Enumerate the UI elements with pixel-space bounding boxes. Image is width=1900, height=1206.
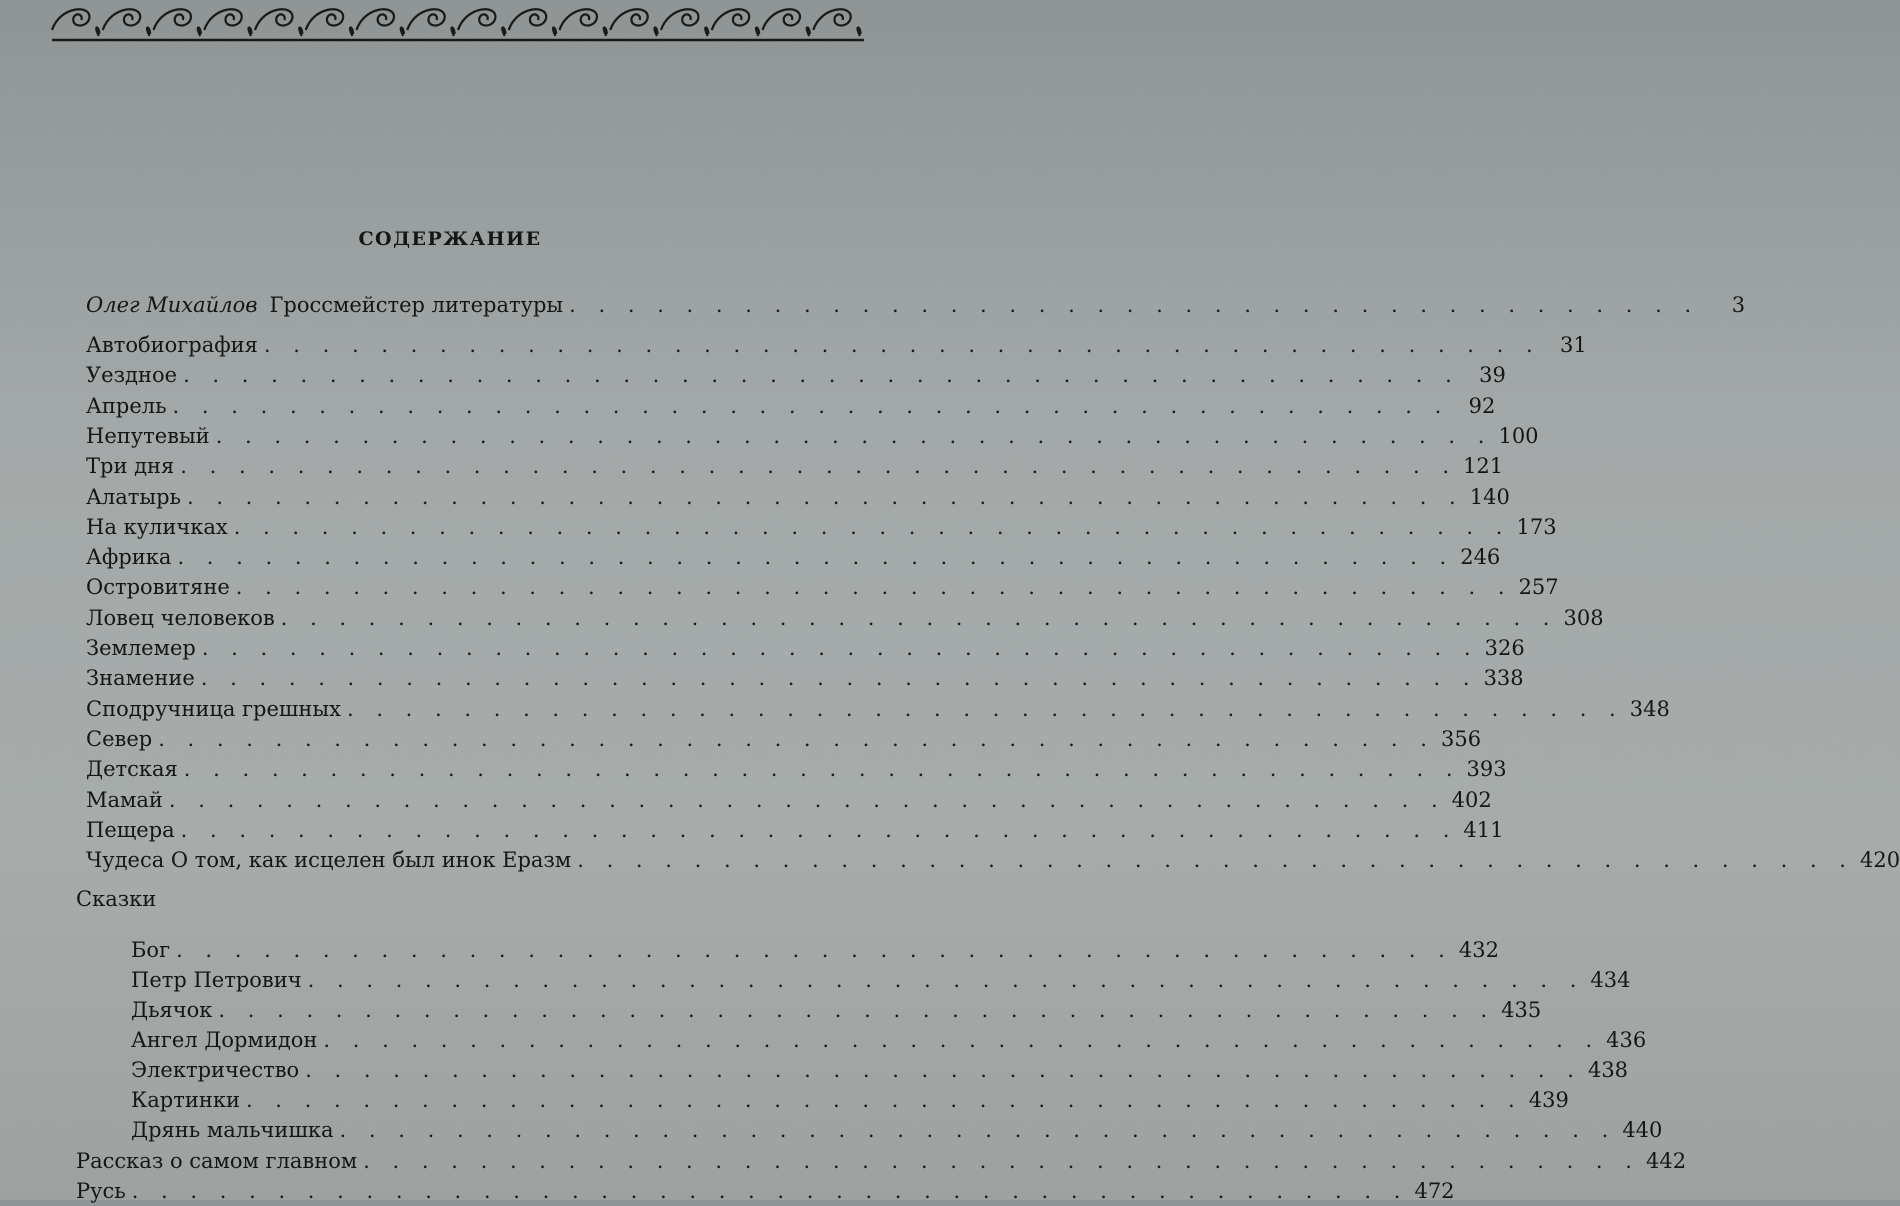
toc-entry-title: Картинки <box>131 1088 240 1112</box>
toc-entry <box>86 330 1587 360</box>
toc-entry-page: 402 <box>1451 787 1492 812</box>
toc-entry-page: 31 <box>1559 333 1587 357</box>
leader-dots: . . . . . . . . . . . . . . . . . . . . . . . . . . . . . . . . . . . . . . . . . . . . <box>180 817 1458 842</box>
toc-entry <box>86 482 1510 512</box>
toc-entry-title: Пещера <box>86 817 175 842</box>
toc-entry-title: Сподручница грешных <box>86 696 341 721</box>
toc-entry-title: Ловец человеков <box>86 605 275 630</box>
leader-dots: . . . . . . . . . . . . . . . . . . . . . . . . . . . . . . . . . . . . . . . . . . . . <box>218 998 1496 1022</box>
toc-entry-title: Автобиография <box>86 333 258 357</box>
leader-dots: . . . . . . . . . . . . . . . . . . . . . . . . . . . . . . . . . . . . . . . . . . . . <box>177 545 1455 570</box>
toc-entry-page: 257 <box>1518 575 1559 600</box>
toc-entry <box>86 360 1506 390</box>
toc-entry-title: Рассказ о самом главном <box>76 1149 358 1173</box>
toc-entry <box>86 542 1501 572</box>
toc-entry <box>76 1146 1687 1176</box>
leader-dots: . . . . . . . . . . . . . . . . . . . . . . . . . . . . . . . . . . . . . . . . . . . . <box>172 393 1450 418</box>
leader-dots: . . . . . . . . . . . . . . . . . . . . . . . . . . . . . . . . . . . . . . . . . . . . <box>168 787 1446 812</box>
leader-dots: . . . . . . . . . . . . . . . . . . . . . . . . . . . . . . . . . . . . . . . <box>569 293 1700 317</box>
leader-dots: . . . . . . . . . . . . . . . . . . . . . . . . . . . . . . . . . . . . . . . . . . . . <box>305 1058 1582 1082</box>
toc-entry-page: 173 <box>1516 514 1557 539</box>
toc-entry-title: Электричество <box>131 1058 300 1082</box>
toc-entry-intro <box>86 290 1746 320</box>
leader-dots: . . . . . . . . . . . . . . . . . . . . . . . . . . . . . . . . . . . . . . . . . . . . <box>201 636 1479 660</box>
toc-entry-title: Уездное <box>86 363 178 388</box>
toc-entry <box>86 754 1507 784</box>
toc-entry-page: 439 <box>1528 1088 1569 1112</box>
intro-author: Олег Михайлов <box>86 293 258 317</box>
intro-title: Гроссмейстер литературы <box>269 293 564 317</box>
toc-entry-page: 393 <box>1466 757 1507 782</box>
page-title: СОДЕРЖАНИЕ <box>358 228 542 250</box>
leader-dots: . . . . . . . . . . . . . . . . . . . . . . . . . . . . . . . . . . . . . . . . . . . . <box>235 575 1513 600</box>
leader-dots: . . . . . . . . . . . . . . . . . . . . . . . . . . . . . . . . . . . . . . . . . . . . <box>323 1028 1601 1052</box>
leader-dots: . . . . . . . . . . . . . . . . . . . . . . . . . . . . . . . . . . . . . . . . . . . . <box>263 333 1541 357</box>
toc-entry <box>86 512 1557 542</box>
toc-entry-page: 338 <box>1483 666 1524 691</box>
toc-entry-page: 39 <box>1479 363 1506 388</box>
toc-entry <box>86 724 1482 754</box>
toc-entry-title: Непутевый <box>86 423 210 448</box>
toc-entry <box>131 1085 1569 1115</box>
toc-entry <box>86 633 1525 663</box>
leader-dots: . . . . . . . . . . . . . . . . . . . . . . . . . . . . . . . . . . . . . . . . . . . . <box>158 726 1435 751</box>
toc-entry <box>131 1025 1647 1055</box>
toc-entry-title: Апрель <box>86 393 167 418</box>
leader-dots: . . . . . . . . . . . . . . . . . . . . . . . . . . . . . . . . . . . . . . . . . . . . <box>363 1149 1640 1173</box>
toc-entry-page: 434 <box>1590 968 1631 992</box>
toc-entry <box>86 815 1504 845</box>
toc-entry <box>86 694 1670 724</box>
toc-entry <box>131 1055 1629 1085</box>
leader-dots: . . . . . . . . . . . . . . . . . . . . . . . . . . . . . . . . . . . . . . . . . . . . <box>183 757 1461 782</box>
toc-entry <box>76 1176 1455 1206</box>
toc-entry <box>86 572 1559 602</box>
toc-entry-title: Бог <box>131 938 171 962</box>
toc-entry <box>86 451 1504 481</box>
toc-entry-title: Землемер <box>86 636 196 660</box>
toc-entry-title: Дрянь мальчишка <box>131 1118 334 1142</box>
toc-entry-title: Русь <box>76 1179 126 1203</box>
toc-entry-page: 246 <box>1460 545 1501 570</box>
toc-entry <box>86 785 1492 815</box>
toc-entry-title: Знамение <box>86 666 195 691</box>
leader-dots: . . . . . . . . . . . . . . . . . . . . . . . . . . . . . . . . . . . . . . . . . . . . <box>346 696 1624 721</box>
toc-entry-title: Мамай <box>86 787 163 812</box>
leader-dots: . . . . . . . . . . . . . . . . . . . . . . . . . . . . . . . . . . . . . . . . . . . . <box>176 938 1453 962</box>
toc-entry-title: Ангел Дормидон <box>131 1028 318 1052</box>
leader-dots: . . . . . . . . . . . . . . . . . . . . . . . . . . . . . . . . . . . . . . . . . . . . <box>307 968 1585 992</box>
toc-entry-page: 411 <box>1463 817 1504 842</box>
toc-entry-title: Чудеса О том, как исцелен был инок Еразм <box>86 848 572 873</box>
leader-dots: . . . . . . . . . . . . . . . . . . . . . . . . . . . . . . . . . . . . . . . . . . . . <box>577 848 1854 873</box>
toc-entry-page: 436 <box>1606 1028 1647 1052</box>
toc-entry-page: 432 <box>1458 938 1499 962</box>
toc-entry <box>131 935 1499 965</box>
toc-entry-page: 472 <box>1414 1179 1455 1203</box>
toc-entry-title: Дьячок <box>131 998 213 1022</box>
leader-dots: . . . . . . . . . . . . . . . . . . . . . . . . . . . . . . . . . . . . . . . . . . . . <box>233 514 1511 539</box>
leader-dots: . . . . . . . . . . . . . . . . . . . . . . . . . . . . . . . . . . . . . . . . . . . . <box>180 454 1458 479</box>
toc-entry-page: 348 <box>1629 696 1670 721</box>
leader-dots: . . . . . . . . . . . . . . . . . . . . . . . . . . . . . . . . . . . . . . . . . . . . <box>200 666 1478 691</box>
toc-entry <box>86 391 1496 421</box>
toc-entry <box>86 663 1524 693</box>
leader-dots: . . . . . . . . . . . . . . . . . . . . . . . . . . . . . . . . . . . . . . . . . . . . <box>215 423 1493 448</box>
leader-dots: . . . . . . . . . . . . . . . . . . . . . . . . . . . . . . . . . . . . . . . . . . . . <box>131 1179 1409 1203</box>
leader-dots: . . . . . . . . . . . . . . . . . . . . . . . . . . . . . . . . . . . . . . . . . . . . <box>183 363 1460 388</box>
toc-entry-page: 440 <box>1622 1118 1663 1142</box>
toc-entry-page: 308 <box>1563 605 1604 630</box>
scroll-border-ornament <box>52 0 864 42</box>
toc-entry-page: 435 <box>1501 998 1542 1022</box>
leader-dots: . . . . . . . . . . . . . . . . . . . . . . . . . . . . . . . . . . . . . . . . . . . . <box>245 1088 1523 1112</box>
toc-entry-page: 100 <box>1498 423 1539 448</box>
toc-entry-page: 442 <box>1645 1149 1687 1173</box>
toc-entry <box>131 1115 1663 1145</box>
toc-entry-page: 326 <box>1484 636 1525 660</box>
toc-entry <box>131 965 1631 995</box>
intro-page: 3 <box>1731 293 1746 317</box>
toc-entry-title: Островитяне <box>86 575 230 600</box>
toc-entry <box>86 845 1900 875</box>
toc-entry <box>86 421 1539 451</box>
toc-entry-title: Три дня <box>86 454 175 479</box>
leader-dots: . . . . . . . . . . . . . . . . . . . . . . . . . . . . . . . . . . . . . . . . . . . . <box>186 484 1464 509</box>
section-heading-fairy-tales: Сказки <box>76 887 157 911</box>
toc-entry-title: Детская <box>86 757 178 782</box>
toc-entry <box>86 603 1604 633</box>
toc-entry-page: 92 <box>1468 393 1496 418</box>
toc-entry-title: Африка <box>86 545 172 570</box>
toc-entry-page: 140 <box>1469 484 1510 509</box>
toc-entry-page: 438 <box>1587 1058 1629 1082</box>
toc-entry-title: Север <box>86 726 153 751</box>
toc-entry-title: На куличках <box>86 514 228 539</box>
toc-entry <box>131 995 1542 1025</box>
toc-entry-page: 356 <box>1440 726 1482 751</box>
toc-entry-title: Алатырь <box>86 484 181 509</box>
leader-dots: . . . . . . . . . . . . . . . . . . . . . . . . . . . . . . . . . . . . . . . . . . . . <box>339 1118 1617 1142</box>
toc-entry-title: Петр Петрович <box>131 968 302 992</box>
leader-dots: . . . . . . . . . . . . . . . . . . . . . . . . . . . . . . . . . . . . . . . . . . . . <box>280 605 1558 630</box>
toc-entry-page: 121 <box>1463 454 1504 479</box>
toc-entry-page: 420 <box>1859 848 1900 873</box>
